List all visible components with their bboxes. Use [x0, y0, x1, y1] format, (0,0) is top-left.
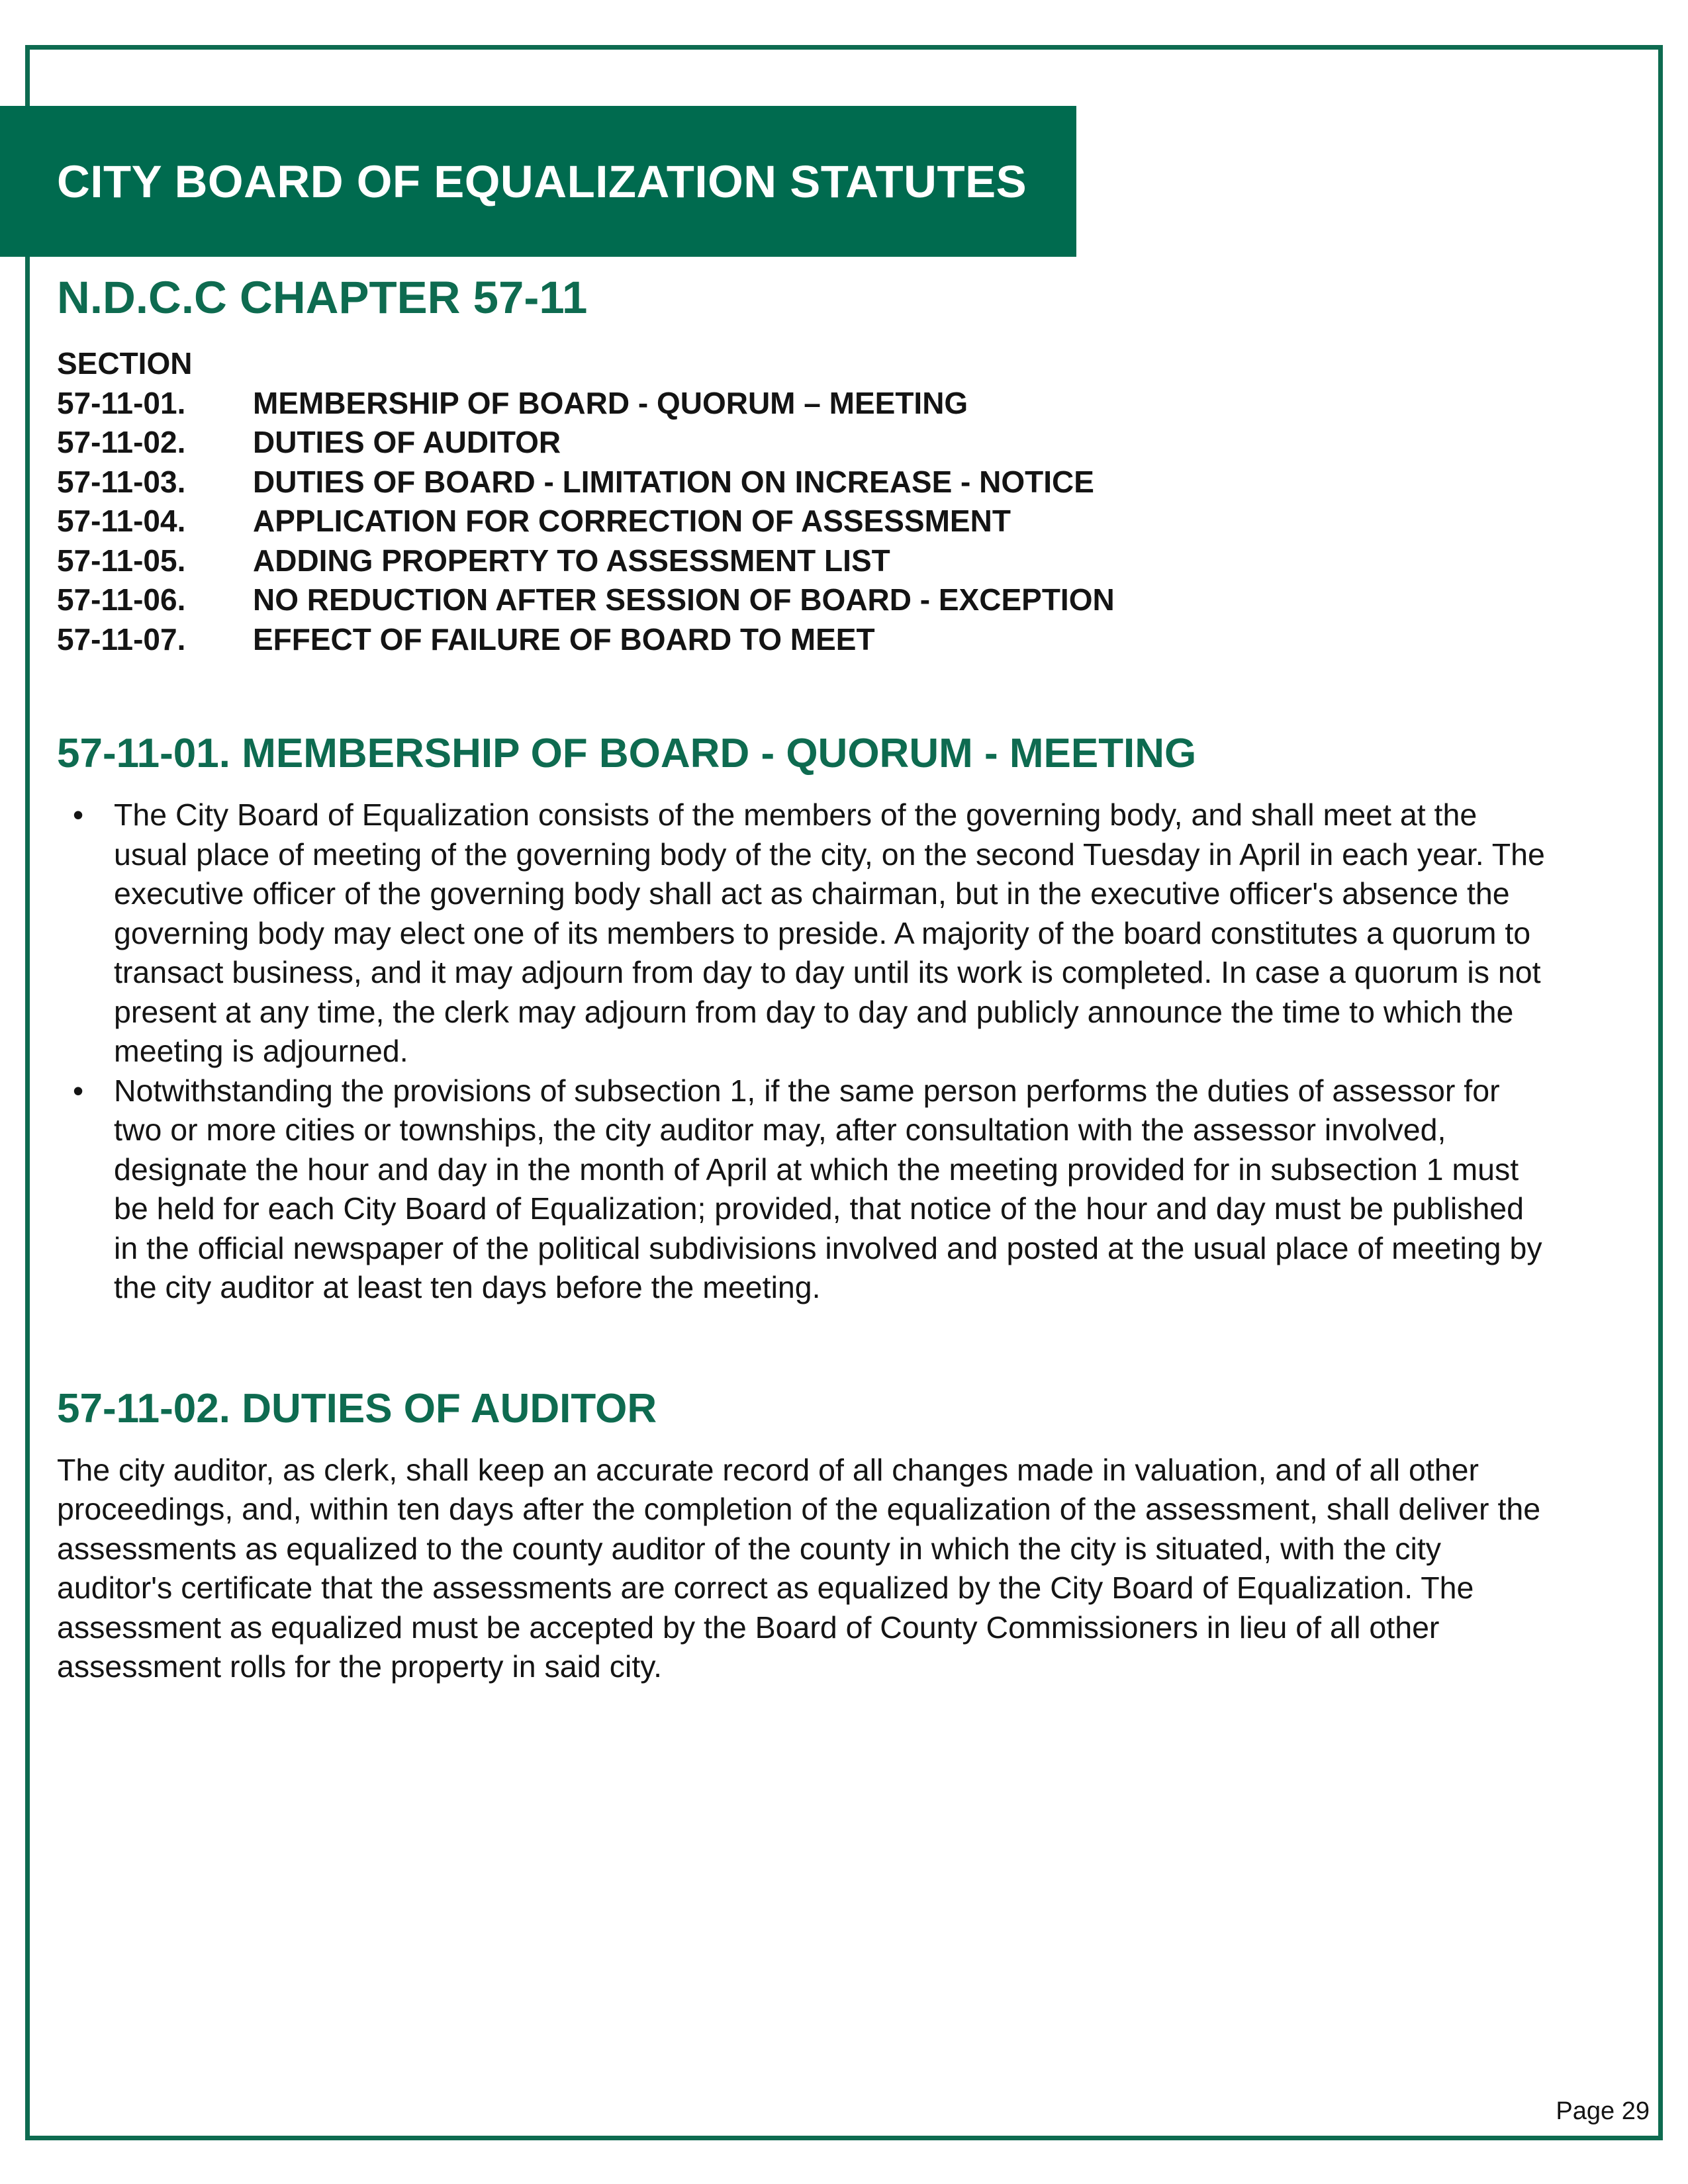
section-index: [57, 344, 1546, 659]
section-title: MEMBERSHIP OF BOARD - QUORUM – MEETING: [253, 385, 968, 420]
section-number: 57-11-03.: [57, 464, 186, 499]
list-item: [57, 796, 1546, 1071]
section-index-row: [57, 541, 1546, 581]
section-index-row: [57, 502, 1546, 541]
section-index-row: [57, 423, 1546, 463]
chapter-title: N.D.C.C CHAPTER 57-11: [57, 272, 588, 323]
section-title: ADDING PROPERTY TO ASSESSMENT LIST: [253, 543, 890, 578]
page-content: [57, 265, 1546, 1687]
section-title: DUTIES OF AUDITOR: [253, 425, 561, 459]
section-number: 57-11-07.: [57, 621, 186, 657]
section-index-heading: SECTION: [57, 346, 193, 381]
section-number: 57-11-06.: [57, 582, 186, 617]
section-number: 57-11-05.: [57, 543, 186, 578]
section-index-row: [57, 580, 1546, 620]
bullet-icon: •: [73, 1073, 84, 1108]
section-number: 57-11-02.: [57, 425, 186, 459]
section-index-row: [57, 463, 1546, 502]
section-number: 57-11-04.: [57, 504, 186, 538]
section-57-11-02-body: The city auditor, as clerk, shall keep an accurate record of all changes made in valuation, and of all other proceedings, and, within ten days after the completion of the equalization of the assessment, shall deliver the assessments as equalized to the county auditor of the county in which the city is situated, with the city auditor's certificate that the assessments are correct as equalized by the City Board of Equalization. The assessment as equalized must be accepted by the Board of County Commissioners in lieu of all other assessment rolls for the property in said city.: [57, 1452, 1541, 1684]
section-title: EFFECT OF FAILURE OF BOARD TO MEET: [253, 621, 875, 657]
section-title: DUTIES OF BOARD - LIMITATION ON INCREASE - NOTICE: [253, 464, 1094, 499]
list-item-text: Notwithstanding the provisions of subsection 1, if the same person performs the duties of assessor for two or more cities or townships, the city auditor may, after consultation with the assessor involved, designate the hour and day in the month of April at which the meeting provided for in subsection 1 must be held for each City Board of Equalization; provided, that notice of the hour and day must be published in the official newspaper of the political subdivisions involved and posted at the usual place of meeting by the city auditor at least ten days before the meeting.: [114, 1073, 1542, 1304]
title-banner: [0, 106, 1076, 257]
page-number: Page 29: [1556, 2097, 1650, 2125]
section-number: 57-11-01.: [57, 385, 186, 420]
bullet-icon: •: [73, 797, 84, 832]
list-item-text: The City Board of Equalization consists of the members of the governing body, and shall meet at the usual place of meeting of the governing body of the city, on the second Tuesday in April in each year. The executive officer of the governing body shall act as chairman, but in the executive officer's absence the governing body may elect one of its members to preside. A majority of the board constitutes a quorum to transact business, and it may adjourn from day to day until its work is completed. In case a quorum is not present at any time, the clerk may adjourn from day to day and publicly announce the time to which the meeting is adjourned.: [114, 797, 1545, 1068]
section-57-11-01-list: [57, 796, 1546, 1308]
section-title: NO REDUCTION AFTER SESSION OF BOARD - EXCEPTION: [253, 582, 1115, 617]
document-title: CITY BOARD OF EQUALIZATION STATUTES: [57, 156, 1027, 207]
section-57-11-01-heading: 57-11-01. MEMBERSHIP OF BOARD - QUORUM - MEETING: [57, 731, 1197, 776]
section-index-row: [57, 384, 1546, 424]
section-57-11-02-heading: 57-11-02. DUTIES OF AUDITOR: [57, 1385, 657, 1432]
section-index-row: [57, 620, 1546, 660]
list-item: [57, 1071, 1546, 1308]
section-title: APPLICATION FOR CORRECTION OF ASSESSMENT: [253, 504, 1011, 538]
